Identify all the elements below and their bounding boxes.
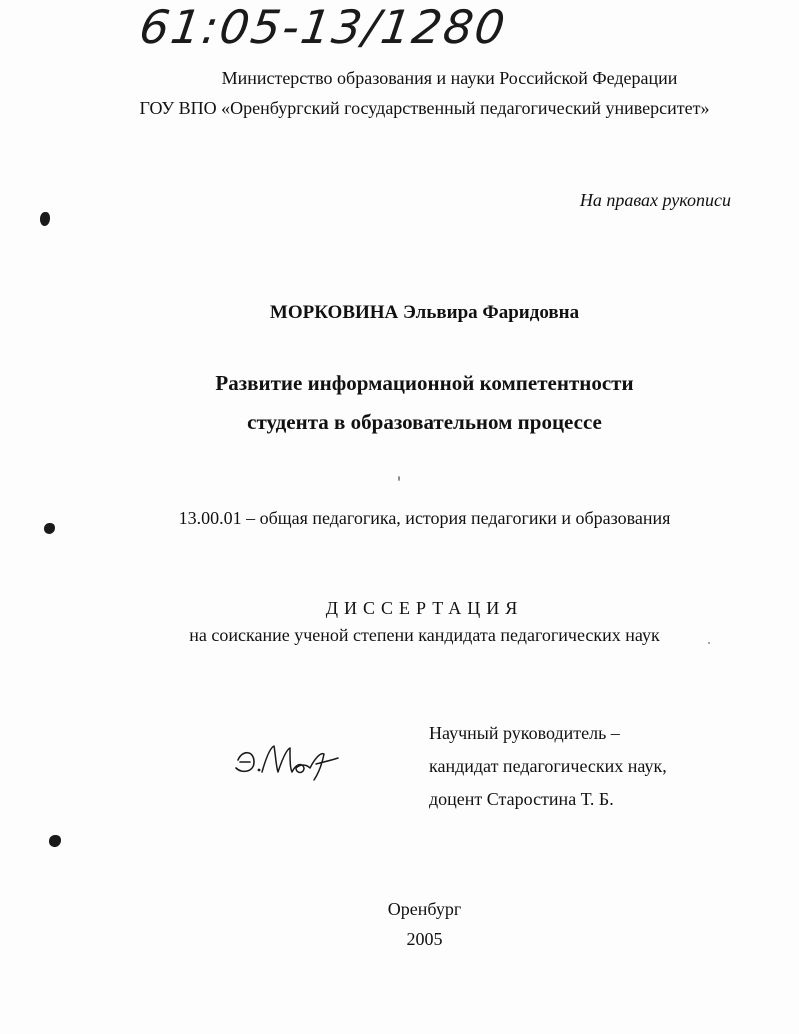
specialty-code: 13.00.01 – общая педагогика, история педагогики и образования: [178, 508, 671, 528]
advisor-name: доцент Старостина Т. Б.: [429, 789, 614, 809]
scan-mark-icon: [44, 523, 55, 534]
scan-mark-icon: [49, 835, 61, 847]
document-type: ДИССЕРТАЦИЯ: [325, 598, 524, 618]
author-name: МОРКОВИНА Эльвира Фаридовна: [269, 302, 580, 323]
scan-speck-icon: [398, 476, 400, 481]
degree-description: на соискание ученой степени кандидата педагогических наук: [189, 625, 660, 645]
scientific-advisor-block: [429, 717, 667, 816]
scan-speck-icon: [708, 642, 710, 644]
archive-code-handwritten: 61:05-13/1280: [136, 0, 511, 54]
manuscript-note: На правах рукописи: [579, 190, 731, 210]
university-name: ГОУ ВПО «Оренбургский государственный педагогический университет»: [139, 98, 710, 118]
thesis-title-line-1: Развитие информационной компетентности: [215, 371, 634, 395]
city: Оренбург: [387, 899, 462, 919]
advisor-role: Научный руководитель –: [429, 723, 620, 743]
advisor-degree: кандидат педагогических наук,: [429, 756, 667, 776]
scan-mark-icon: [40, 212, 50, 226]
signature-icon: [232, 738, 342, 782]
thesis-title-line-2: студента в образовательном процессе: [247, 410, 602, 434]
ministry-name: Министерство образования и науки Российской Федерации: [221, 68, 678, 88]
year: 2005: [406, 929, 443, 949]
